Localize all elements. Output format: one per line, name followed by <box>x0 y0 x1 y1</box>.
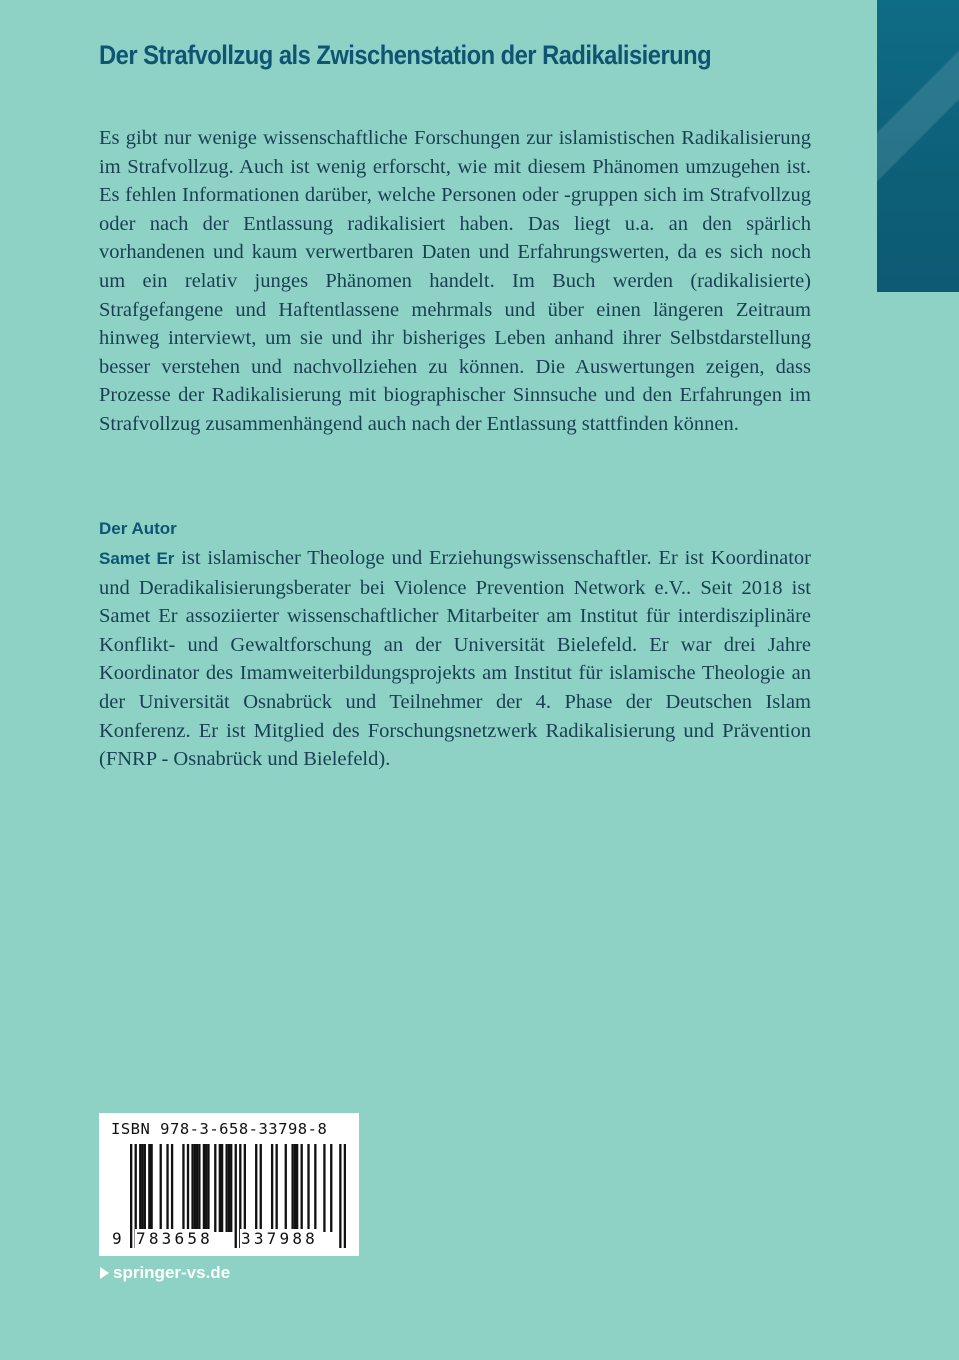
barcode-bar <box>244 1144 246 1232</box>
barcode-bar <box>271 1144 273 1232</box>
barcode-bar <box>307 1144 309 1232</box>
barcode-bar <box>205 1144 207 1232</box>
barcode-bar <box>314 1144 316 1232</box>
barcode-bar <box>139 1144 141 1232</box>
barcode-bar <box>182 1144 184 1232</box>
barcode-bar <box>285 1144 287 1232</box>
barcode-bar <box>130 1144 132 1248</box>
barcode-box <box>99 1113 359 1256</box>
barcode-bar <box>160 1144 162 1232</box>
barcode-bar <box>191 1144 193 1232</box>
barcode-bar <box>141 1144 143 1232</box>
corner-accent-band <box>877 0 959 292</box>
website-url: springer-vs.de <box>113 1263 231 1282</box>
ean-left-group: 783658 <box>136 1229 213 1248</box>
barcode-bar <box>171 1144 173 1232</box>
barcode-bar <box>144 1144 146 1232</box>
barcode-bar <box>194 1144 196 1232</box>
barcode-bar <box>150 1144 152 1232</box>
barcode-bar <box>291 1144 293 1232</box>
barcode-bar <box>296 1144 298 1232</box>
barcode-bar <box>207 1144 209 1232</box>
author-name: Samet Er <box>99 549 175 568</box>
barcode-bar <box>260 1144 262 1232</box>
author-bio-paragraph <box>99 544 811 774</box>
book-title: Der Strafvollzug als Zwischenstation der Radikalisierung <box>99 40 712 70</box>
barcode-bar <box>148 1144 150 1232</box>
author-heading: Der Autor <box>99 519 177 538</box>
ean-first-digit: 9 <box>112 1229 122 1248</box>
barcode-bar <box>323 1144 325 1232</box>
author-bio: ist islamischer Theologe und Erziehungswissenschaftler. Er ist Koordinator und Deradikalisierungsberater bei Violence Prevention Network e.V.. Seit 2018 ist Samet Er assoziierter wissenschaftlicher Mitarbeiter am Institut für interdisziplinäre Konflikt- und Gewaltforschung an der Universität Bielefeld. Er war drei Jahre Koordinator des Imamweiterbildungsprojekts am Institut für islamische Theologie an der Universität Osnabrück und Teilnehmer der 4. Phase der Deutschen Islam Konferenz. Er ist Mitglied des Forschungsnetzwerk Radikalisierung und Prävention (FNRP - Osnabrück und Bielefeld). <box>99 547 812 771</box>
barcode-bar <box>344 1144 346 1248</box>
publisher-website[interactable] <box>100 1263 230 1283</box>
barcode-bar <box>203 1144 205 1232</box>
barcode-bar <box>221 1144 223 1232</box>
barcode-bar <box>230 1144 232 1232</box>
barcode-bar <box>228 1144 230 1232</box>
band-stripe <box>877 0 959 292</box>
arrow-right-icon <box>100 1267 109 1279</box>
barcode-bar <box>198 1144 200 1232</box>
barcode-bar <box>219 1144 221 1232</box>
book-description: Es gibt nur wenige wissenschaftliche Forschungen zur islamistischen Radikalisierung im Strafvollzug. Auch ist wenig erforscht, wie mit diesem Phänomen umzugehen ist. Es fehlen Informationen darüber, welche Personen oder -gruppen sich im Strafvollzug oder nach der Entlassung radikalisiert haben. Das liegt u.a. an den spärlich vorhandenen und kaum verwertbaren Daten und Erfahrungswerten, da es sich noch um ein relativ junges Phänomen handelt. Im Buch werden (radikalisierte) Strafgefangene und Haftentlassene mehrmals und über einen längeren Zeitraum hinweg interviewt, um sie und ihr bisheriges Leben anhand ihrer Selbstdarstellung besser verstehen und nachvollziehen zu können. Die Auswertungen zeigen, dass Prozesse der Radikalisierung mit biographischer Sinnsuche und den Erfahrungen im Strafvollzug zusammenhängend auch nach der Entlassung stattfinden können. <box>99 127 811 435</box>
barcode-bar <box>196 1144 198 1232</box>
ean-right-group: 337988 <box>241 1229 318 1248</box>
barcode-bar <box>235 1144 237 1248</box>
isbn-label: ISBN 978-3-658-33798-8 <box>111 1120 328 1138</box>
barcode-bar <box>301 1144 303 1232</box>
barcode-bar <box>276 1144 278 1232</box>
barcode-bar <box>339 1144 341 1248</box>
barcode-bar <box>166 1144 168 1232</box>
barcode-bar <box>294 1144 296 1232</box>
barcode-bar <box>214 1144 216 1232</box>
barcode-bar <box>330 1144 332 1232</box>
barcode-bar <box>255 1144 257 1232</box>
barcode-bar <box>187 1144 189 1232</box>
barcode-bar <box>225 1144 227 1232</box>
